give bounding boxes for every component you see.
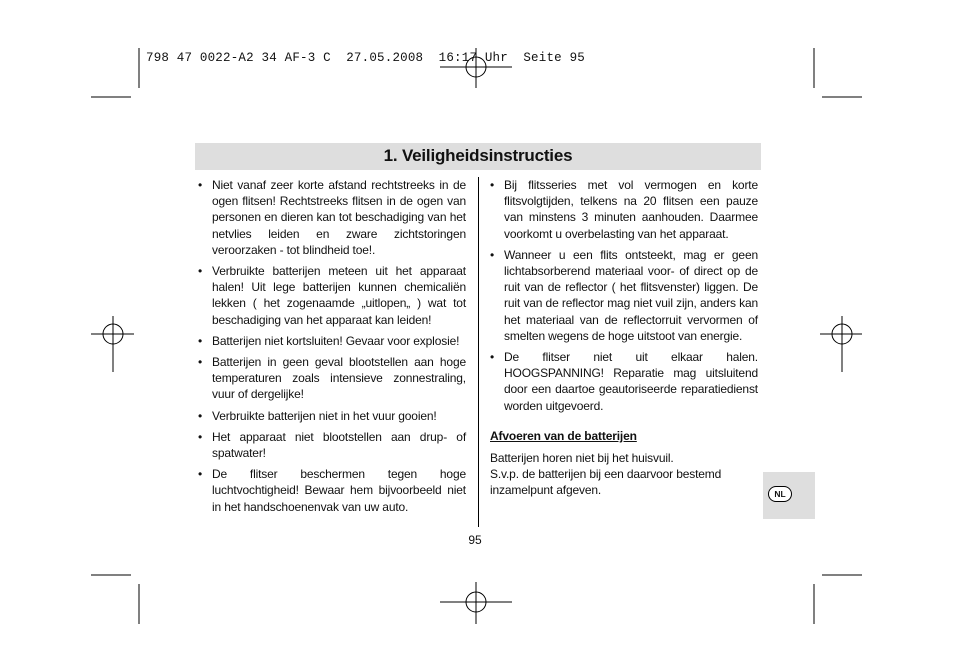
list-item: • Verbruikte batterijen meteen uit het apparaat halen! Uit lege batterijen kunnen chemicaliën lekken ( het zogenaamde „uitlopen„ ) wat tot beschadiging van het apparaat kan leiden! [198, 264, 466, 327]
language-tab [763, 472, 815, 519]
right-column [490, 177, 758, 499]
bullet-icon: • [490, 350, 495, 365]
bullet-icon: • [490, 247, 495, 262]
bullet-icon: • [198, 178, 203, 192]
bullet-icon: • [198, 264, 203, 279]
list-item: • Wanneer u een flits ontsteekt, mag er geen lichtabsorberend materiaal voor- of direct op de ruit van de reflector ( het flitsvenster) liggen. De ruit van de reflector mag niet vuil zijn, anders kan het materiaal van de reflectorruit vervormen of smelten wegens de hoge uitstoot van energie. [490, 247, 758, 343]
bullet-icon: • [198, 467, 203, 482]
list-item: • Batterijen niet kortsluiten! Gevaar voor explosie! [198, 333, 460, 348]
registration-mark-left [91, 316, 134, 372]
subsection-text: Batterijen horen niet bij het huisvuil. S.v.p. de batterijen bij een daarvoor bestemd inzamelpunt afgeven. [490, 451, 722, 498]
safety-list-left [198, 177, 466, 515]
bullet-icon: • [198, 429, 203, 444]
list-item: • Bij flitsseries met vol vermogen en korte flitsvolgtijden, telkens na 20 flitsen een pauze van minstens 3 minuten aanhouden. Daarmee voorkomt u overbelasting van het apparaat. [490, 178, 758, 241]
section-title-band [195, 143, 761, 170]
column-divider [478, 177, 479, 527]
list-item: • De flitser beschermen tegen hoge luchtvochtigheid! Bewaar hem bijvoorbeeld niet in het handschoenenvak van uw auto. [198, 467, 466, 514]
print-slug-line: 798 47 0022-A2 34 AF-3 C 27.05.2008 16:17 Uhr Seite 95 [146, 51, 585, 65]
registration-mark-bottom [440, 582, 512, 624]
registration-mark-right [820, 316, 862, 372]
registration-mark-top [440, 48, 512, 88]
safety-list-right [490, 177, 758, 414]
list-item: • Batterijen in geen geval blootstellen aan hoge temperaturen zoals intensieve zonnestraling, vuur of dergelijke! [198, 355, 466, 402]
section-title: 1. Veiligheidsinstructies [383, 146, 573, 165]
list-item: • Het apparaat niet blootstellen aan drup- of spatwater! [198, 429, 466, 461]
language-badge: NL [768, 486, 792, 502]
page-number: 95 [468, 533, 482, 547]
bullet-icon: • [198, 333, 203, 348]
bullet-icon: • [198, 355, 203, 370]
subsection-heading: Afvoeren van de batterijen [490, 428, 637, 443]
list-item: • De flitser niet uit elkaar halen. HOOGSPANNING! Reparatie mag uitsluitend door een daartoe geautoriseerde reparatiedienst worden uitgevoerd. [490, 350, 758, 413]
bullet-icon: • [490, 178, 495, 192]
left-column [198, 177, 466, 520]
list-item: • Niet vanaf zeer korte afstand rechtstreeks in de ogen flitsen! Rechtstreeks flitsen in de ogen van personen en dieren kan tot beschadiging van het netvlies leiden en zware zichtstoringen veroorzaken - tot blindheid toe!. [198, 178, 466, 257]
bullet-icon: • [198, 408, 203, 423]
list-item: • Verbruikte batterijen niet in het vuur gooien! [198, 408, 437, 423]
